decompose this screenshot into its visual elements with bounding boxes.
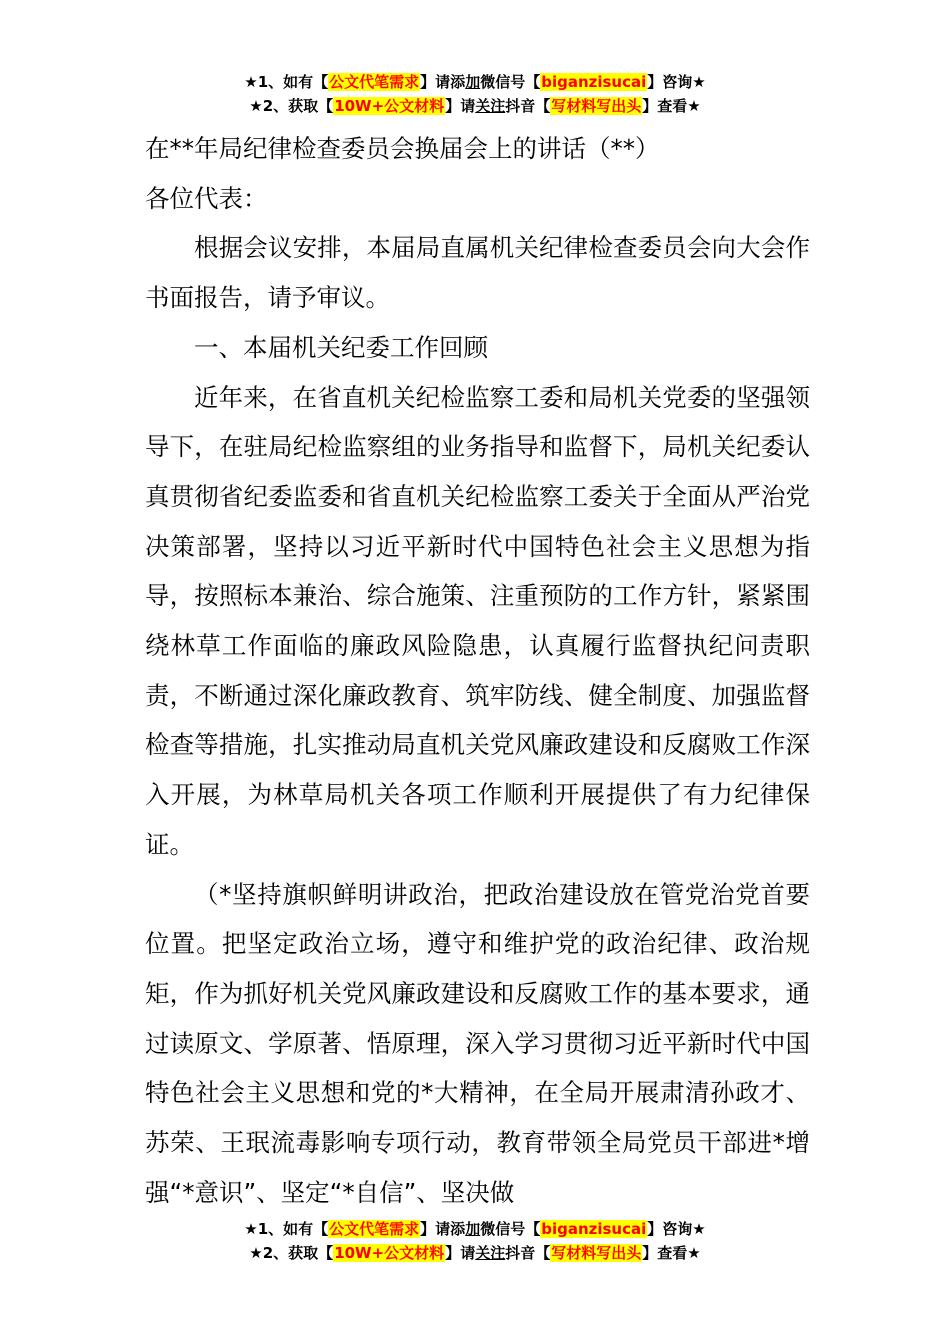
promo-text: 】咨询★ xyxy=(647,1220,706,1238)
promo-text: ★1、如有【 xyxy=(244,73,329,91)
promo-text: ★2、获取【 xyxy=(249,97,334,115)
paragraph-intro: 根据会议安排，本届局直属机关纪律检查委员会向大会作书面报告，请予审议。 xyxy=(145,233,810,313)
promo-text: 抖音【 xyxy=(505,1244,551,1262)
promo-text: 】请 xyxy=(445,1244,476,1262)
paragraph-review: 近年来，在省直机关纪检监察工委和局机关党委的坚强领导下，在驻局纪检监察组的业务指导和监督下，局机关纪委认真贯彻省纪委监委和省直机关纪检监察工委关于全面从严治党决策部署，坚持以习近平新时代中国特色社会主义思想为指导，按照标本兼治、综合施策、注重预防的工作方针，紧紧围绕林草工作面临的廉政风险隐患，认真履行监督执纪问责职责，不断通过深化廉政教育、筑牢防线、健全制度、加强监督检查等措施，扎实推动局直机关党风廉政建设和反腐败工作深入开展，为林草局机关各项工作顺利开展提供了有力纪律保证。 xyxy=(145,382,810,859)
promo-line-2 xyxy=(0,94,950,118)
promo-line-1 xyxy=(0,70,950,94)
promo-highlight: biganzisucai xyxy=(541,73,647,91)
promo-emphasis: 加 xyxy=(465,73,481,91)
promo-text: 微信号【 xyxy=(480,73,541,91)
promo-text: ★2、获取【 xyxy=(249,1244,334,1262)
promo-highlight: 公文代笔需求 xyxy=(329,73,420,91)
salutation: 各位代表： xyxy=(145,183,268,213)
promo-text: 微信号【 xyxy=(480,1220,541,1238)
promo-highlight: 写材料写出头 xyxy=(551,1244,642,1262)
section-heading: 一、本届机关纪委工作回顾 xyxy=(194,332,488,362)
promo-text: 】请添 xyxy=(420,73,466,91)
promo-text: 】咨询★ xyxy=(647,73,706,91)
promo-text: ★1、如有【 xyxy=(244,1220,329,1238)
promo-highlight: 10W+公文材料 xyxy=(334,97,445,115)
paragraph-politics: （*坚持旗帜鲜明讲政治，把政治建设放在管党治党首要位置。把坚定政治立场，遵守和维护党的政治纪律、政治规矩，作为抓好机关党风廉政建设和反腐败工作的基本要求，通过读原文、学原著、悟原理，深入学习贯彻习近平新时代中国特色社会主义思想和党的*大精神，在全局开展肃清孙政才、苏荣、王珉流毒影响专项行动，教育带领全局党员干部进*增强“*意识”、坚定“*自信”、坚决做 xyxy=(145,879,810,1207)
promo-text: 】请添 xyxy=(420,1220,466,1238)
promo-emphasis: 加 xyxy=(465,1220,481,1238)
promo-text: 】查看★ xyxy=(642,97,701,115)
promo-line-1 xyxy=(0,1217,950,1241)
promo-text: 抖音【 xyxy=(505,97,551,115)
promo-text: 】查看★ xyxy=(642,1244,701,1262)
promo-banner-bottom xyxy=(0,1217,950,1265)
document-body xyxy=(145,124,810,1217)
promo-text: 】请 xyxy=(445,97,476,115)
document-title: 在**年局纪律检查委员会换届会上的讲话（**） xyxy=(145,134,660,163)
promo-line-2 xyxy=(0,1241,950,1265)
promo-banner-top xyxy=(0,70,950,118)
promo-emphasis: 关注 xyxy=(475,97,506,115)
promo-highlight: 公文代笔需求 xyxy=(329,1220,420,1238)
promo-emphasis: 关注 xyxy=(475,1244,506,1262)
promo-highlight: 写材料写出头 xyxy=(551,97,642,115)
promo-highlight: biganzisucai xyxy=(541,1220,647,1238)
promo-highlight: 10W+公文材料 xyxy=(334,1244,445,1262)
